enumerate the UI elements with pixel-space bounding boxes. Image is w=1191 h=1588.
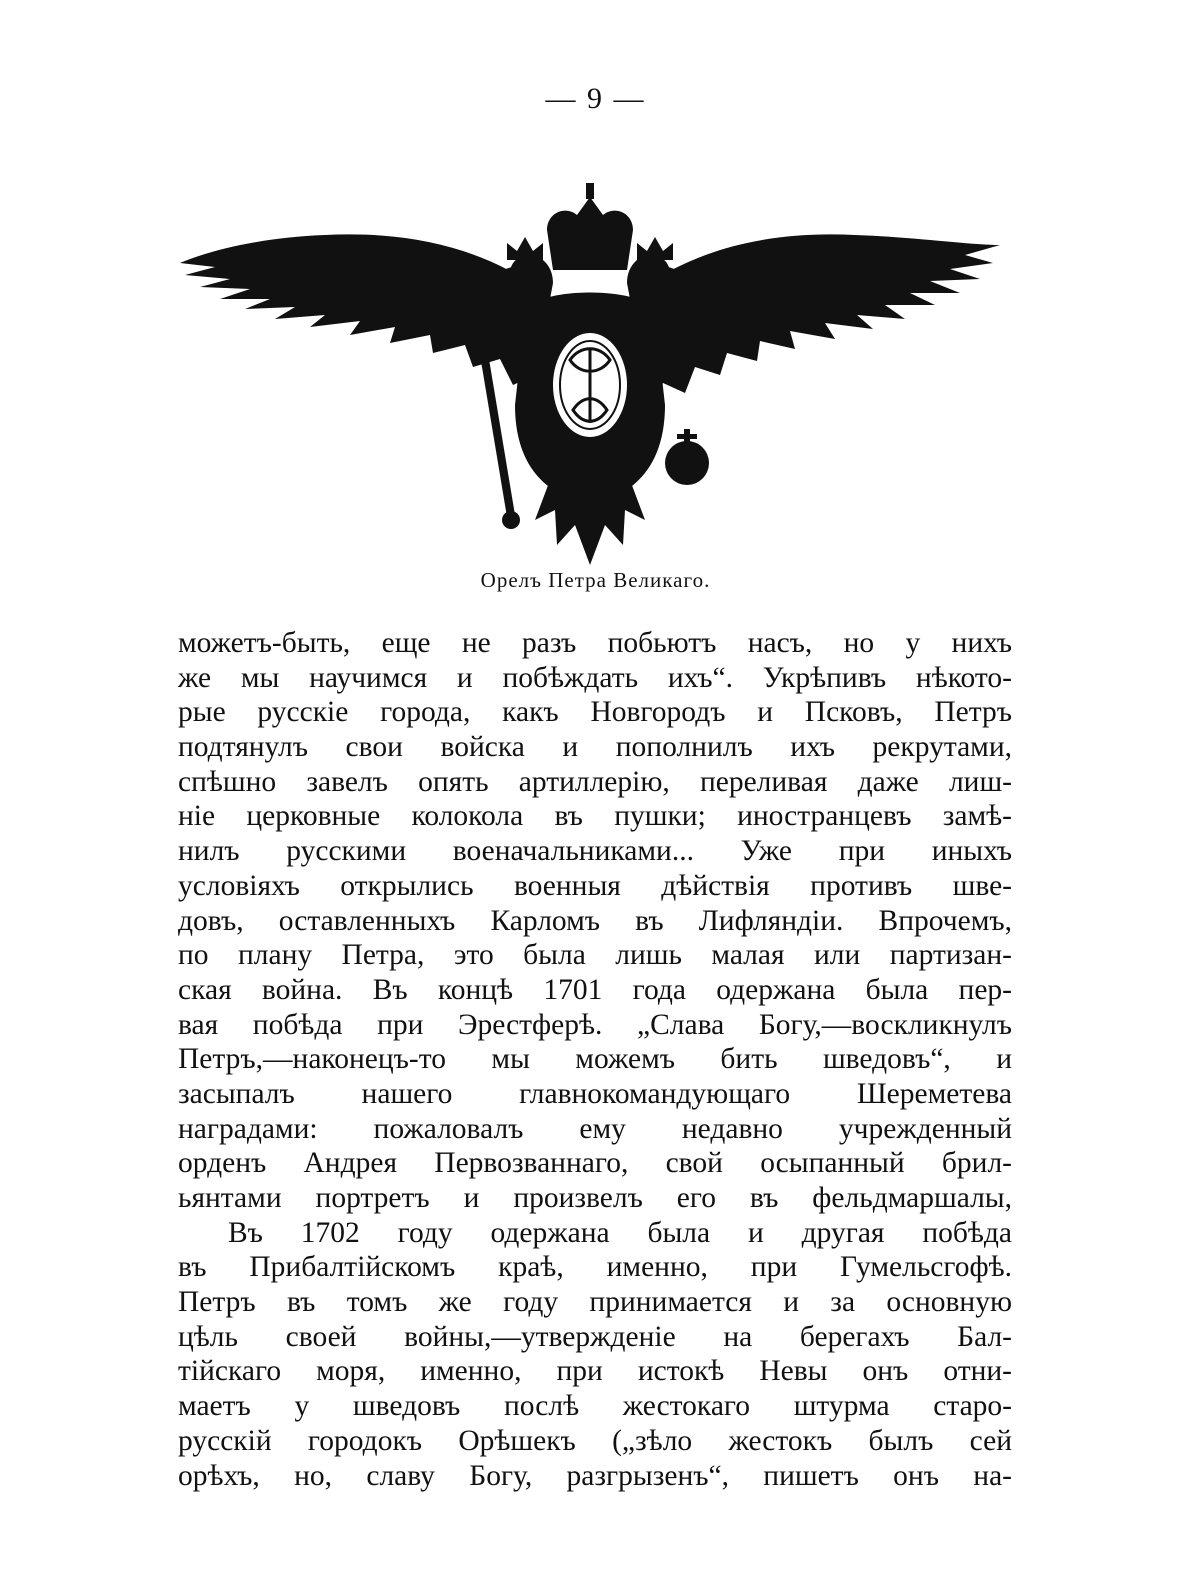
text-line: цѣль своей войны,—утвержденіе на берегахъ Бал- — [178, 1320, 1012, 1353]
paragraph-start-line: Въ 1702 году одержана была и другая побѣда — [228, 1216, 1012, 1249]
text-line: подтянулъ свои войска и пополнилъ ихъ рекрутами, — [178, 731, 1012, 764]
text-line: наградами: пожаловалъ ему недавно учрежденный — [178, 1112, 1012, 1145]
body-text — [178, 626, 1012, 1493]
double-headed-eagle-icon — [175, 175, 1005, 570]
page-number: — 9 — — [545, 82, 646, 115]
text-line: ьянтами портретъ и произвелъ его въ фельдмаршалы, — [178, 1182, 1012, 1214]
text-line: ніе церковные колокола въ пушки; иностранцевъ замѣ- — [178, 800, 1012, 833]
text-line: условіяхъ открылись военныя дѣйствія противъ шве- — [178, 869, 1012, 902]
text-line: въ Прибалтійскомъ краѣ, именно, при Гумельсгофѣ. — [178, 1251, 1012, 1284]
text-line: засыпалъ нашего главнокомандующаго Шереметева — [178, 1077, 1012, 1110]
text-line: тійскаго моря, именно, при истокѣ Невы онъ отни- — [178, 1355, 1012, 1388]
text-line: по плану Петра, это была лишь малая или партизан- — [178, 939, 1012, 972]
text-line: нилъ русскими военачальниками... Уже при иныхъ — [178, 835, 1012, 868]
text-line: же мы научимся и побѣждать ихъ“. Укрѣпивъ нѣкото- — [178, 661, 1012, 694]
text-line: спѣшно завелъ опять артиллерію, переливая даже лиш- — [178, 765, 1012, 798]
text-line: довъ, оставленныхъ Карломъ въ Лифляндіи. Впрочемъ, — [178, 904, 1012, 937]
text-line: ская война. Въ концѣ 1701 года одержана была пер- — [178, 973, 1012, 1006]
text-line: орденъ Андрея Первозваннаго, свой осыпанный брил- — [178, 1147, 1012, 1180]
text-line: можетъ-быть, еще не разъ побьютъ насъ, но у нихъ — [178, 627, 1012, 659]
text-line: маетъ у шведовъ послѣ жестокаго штурма старо- — [178, 1390, 1012, 1423]
figure-caption: Орелъ Петра Великаго. — [480, 568, 711, 592]
text-line: вая побѣда при Эрестферѣ. „Слава Богу,—воскликнулъ — [178, 1008, 1012, 1041]
text-line: Петръ,—наконецъ-то мы можемъ бить шведовъ“, и — [178, 1043, 1012, 1076]
text-line: Петръ въ томъ же году принимается и за основную — [178, 1286, 1012, 1319]
text-line: русскій городокъ Орѣшекъ („зѣло жестокъ былъ сей — [178, 1424, 1012, 1457]
text-line: рые русскіе города, какъ Новгородъ и Псковъ, Петръ — [178, 696, 1012, 729]
text-line: орѣхъ, но, славу Богу, разгрызенъ“, пишетъ онъ на- — [178, 1459, 1012, 1492]
